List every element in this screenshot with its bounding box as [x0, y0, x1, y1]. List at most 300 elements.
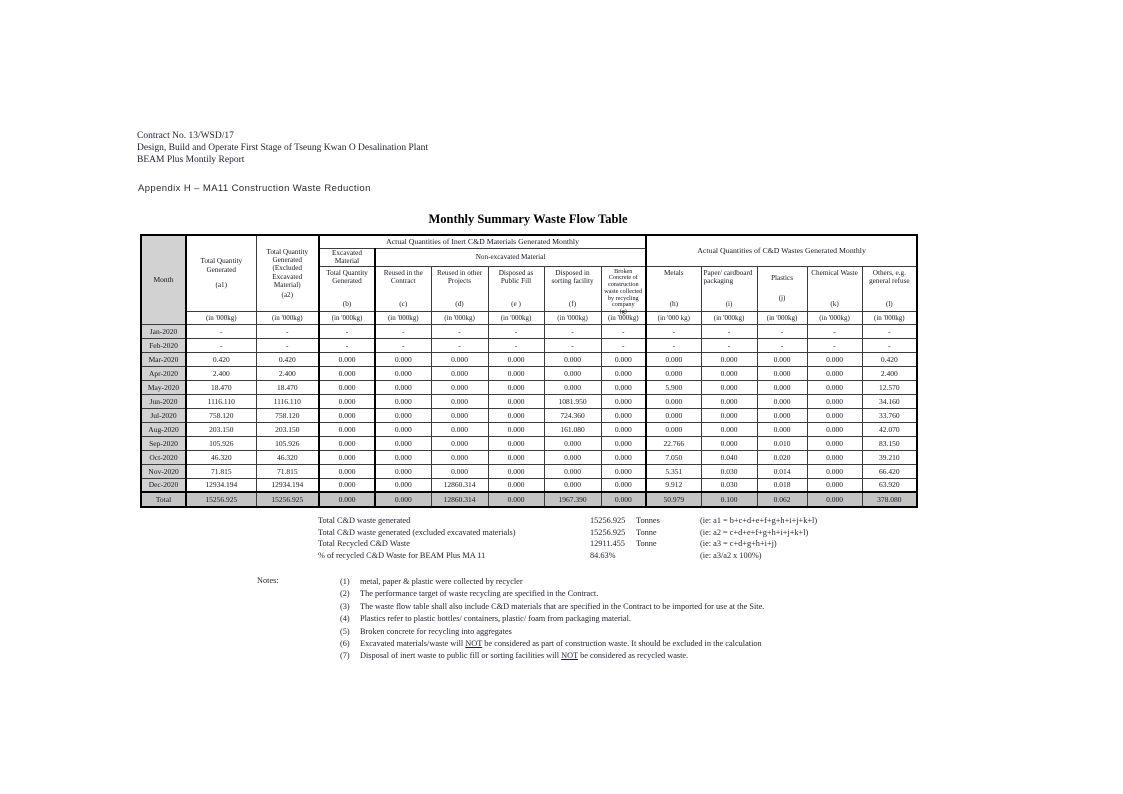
value-cell: 0.000: [807, 436, 862, 450]
col-header-j-code: (j): [778, 294, 786, 303]
value-cell: 0.000: [488, 394, 544, 408]
value-cell: -: [757, 324, 807, 338]
value-cell: 50.979: [646, 492, 701, 507]
table-row: [141, 394, 917, 408]
value-cell: -: [375, 324, 431, 338]
value-cell: -: [186, 324, 256, 338]
value-cell: 0.000: [601, 366, 646, 380]
value-cell: 0.000: [701, 380, 757, 394]
value-cell: 0.000: [601, 478, 646, 492]
value-cell: 0.000: [319, 394, 375, 408]
value-cell: 0.000: [544, 464, 601, 478]
value-cell: 0.000: [807, 478, 862, 492]
col-header-b-code: (b): [342, 300, 352, 309]
value-cell: 0.000: [375, 450, 431, 464]
value-cell: 83.150: [862, 436, 917, 450]
month-cell: Jan-2020: [141, 324, 186, 338]
summary-row: [318, 550, 817, 562]
value-cell: -: [256, 338, 319, 352]
value-cell: 0.000: [375, 366, 431, 380]
value-cell: 0.000: [701, 366, 757, 380]
value-cell: 0.000: [431, 380, 488, 394]
value-cell: 46.320: [186, 450, 256, 464]
value-cell: 161.080: [544, 422, 601, 436]
value-cell: 0.000: [757, 422, 807, 436]
table-row: [141, 380, 917, 394]
col-header-i-code: (i): [725, 300, 733, 309]
value-cell: -: [319, 324, 375, 338]
note-item: [340, 638, 764, 650]
value-cell: 7.050: [646, 450, 701, 464]
value-cell: 0.010: [757, 436, 807, 450]
col-header-e: [488, 266, 544, 311]
value-cell: 724.360: [544, 408, 601, 422]
total-label-cell: Total: [141, 492, 186, 507]
table-row: [141, 450, 917, 464]
note-number: (1): [340, 577, 350, 586]
summary-row: [318, 527, 817, 539]
note-text: Disposal of inert waste to public fill or sorting facilities will NOT be considered as recycled waste.: [360, 651, 689, 661]
value-cell: 0.000: [646, 422, 701, 436]
value-cell: 0.000: [601, 464, 646, 478]
summary-value: 12911.455: [590, 539, 625, 549]
table-body: [141, 324, 917, 507]
col-header-j: [757, 266, 807, 311]
value-cell: 0.000: [375, 422, 431, 436]
col-header-e-title: Disposed as Public Fill: [498, 268, 534, 285]
appendix-heading: Appendix H – MA11 Construction Waste Reduction: [138, 183, 371, 194]
value-cell: 71.815: [186, 464, 256, 478]
value-cell: 0.000: [319, 352, 375, 366]
value-cell: 0.000: [807, 464, 862, 478]
value-cell: 0.000: [701, 394, 757, 408]
excavated-material-header: Excavated Material: [319, 248, 375, 266]
value-cell: -: [319, 338, 375, 352]
cd-waste-group-header: Actual Quantities of C&D Wastes Generated Monthly: [646, 235, 917, 266]
col-header-c-code: (c): [399, 300, 408, 309]
value-cell: 0.000: [319, 450, 375, 464]
value-cell: 12934.194: [256, 478, 319, 492]
value-cell: 0.000: [375, 464, 431, 478]
value-cell: 18.470: [186, 380, 256, 394]
value-cell: 12.570: [862, 380, 917, 394]
summary-label: Total Recycled C&D Waste: [318, 539, 410, 549]
summary-row: [318, 538, 817, 550]
summary-formula: (ie: a3 = c+d+g+h+i+j): [700, 539, 777, 549]
value-cell: -: [862, 338, 917, 352]
table-row: [141, 338, 917, 352]
note-number: (5): [340, 626, 350, 636]
col-header-g-title: Broken Concrete of construction waste collected by recycling company: [604, 267, 643, 309]
unit-cell-e: (in '000kg): [488, 311, 544, 324]
note-number: (4): [340, 614, 350, 624]
table-row: [141, 436, 917, 450]
table-row: [141, 324, 917, 338]
note-item: [340, 601, 764, 613]
value-cell: 203.150: [256, 422, 319, 436]
col-header-h-code: (h): [669, 300, 678, 309]
contract-number-line: Contract No. 13/WSD/17: [137, 131, 234, 141]
unit-cell-d: (in '000kg): [431, 311, 488, 324]
value-cell: 0.000: [319, 422, 375, 436]
value-cell: 9.912: [646, 478, 701, 492]
value-cell: 0.000: [601, 394, 646, 408]
summary-label: Total C&D waste generated (excluded excavated materials): [318, 527, 516, 537]
value-cell: 1967.390: [544, 492, 601, 507]
note-item: [340, 613, 764, 625]
value-cell: 0.000: [431, 436, 488, 450]
value-cell: 0.000: [431, 394, 488, 408]
col-header-h-title: Metals: [664, 268, 684, 277]
value-cell: 378.080: [862, 492, 917, 507]
summary-unit: Tonne: [636, 527, 657, 537]
notes-list: [340, 576, 764, 663]
col-header-c: [375, 266, 431, 311]
summary-unit: Tonnes: [636, 516, 660, 525]
summary-value: 15256.925: [590, 516, 626, 525]
value-cell: 0.420: [862, 352, 917, 366]
table-row: [141, 366, 917, 380]
value-cell: 0.000: [757, 394, 807, 408]
value-cell: 0.000: [431, 366, 488, 380]
value-cell: 12860.314: [431, 492, 488, 507]
value-cell: 0.000: [646, 408, 701, 422]
value-cell: -: [488, 338, 544, 352]
value-cell: 0.000: [807, 366, 862, 380]
value-cell: 0.000: [431, 352, 488, 366]
value-cell: 46.320: [256, 450, 319, 464]
col-header-a1: [186, 235, 256, 311]
value-cell: 0.000: [807, 352, 862, 366]
value-cell: 0.000: [544, 436, 601, 450]
value-cell: 0.014: [757, 464, 807, 478]
value-cell: 0.000: [701, 436, 757, 450]
summary-value: 84.63%: [590, 550, 616, 560]
col-header-c-title: Reused in the Contract: [383, 268, 423, 285]
value-cell: 0.000: [601, 408, 646, 422]
col-header-e-code: (e ): [511, 300, 521, 309]
table-row: [141, 422, 917, 436]
unit-cell-a2: (in '000kg): [256, 311, 319, 324]
value-cell: -: [375, 338, 431, 352]
month-cell: Aug-2020: [141, 422, 186, 436]
value-cell: 0.000: [375, 436, 431, 450]
col-header-a2-title: Total Quantity Generated (Excluded Excavated Material): [266, 247, 309, 290]
value-cell: 0.000: [488, 436, 544, 450]
value-cell: 0.000: [544, 478, 601, 492]
value-cell: 0.000: [488, 422, 544, 436]
value-cell: 0.000: [807, 408, 862, 422]
note-text: Excavated materials/waste will NOT be considered as part of construction waste. It should be excluded in the calculation: [360, 638, 762, 648]
value-cell: -: [807, 338, 862, 352]
value-cell: 0.000: [319, 478, 375, 492]
value-cell: 105.926: [186, 436, 256, 450]
value-cell: 0.000: [488, 450, 544, 464]
value-cell: 0.000: [601, 450, 646, 464]
value-cell: 0.000: [488, 366, 544, 380]
col-header-k-title: Chemical Waste: [811, 268, 858, 277]
month-cell: Mar-2020: [141, 352, 186, 366]
value-cell: -: [431, 324, 488, 338]
note-number: (6): [340, 638, 350, 648]
value-cell: 0.040: [701, 450, 757, 464]
value-cell: 0.000: [807, 450, 862, 464]
summary-formula: (ie: a1 = b+c+d+e+f+g+h+i+j+k+l): [700, 516, 818, 525]
month-cell: Dec-2020: [141, 478, 186, 492]
value-cell: 0.000: [757, 352, 807, 366]
summary-label: % of recycled C&D Waste for BEAM Plus MA 11: [318, 550, 486, 560]
unit-cell-k: (in '000kg): [807, 311, 862, 324]
value-cell: 203.150: [186, 422, 256, 436]
value-cell: 0.000: [544, 366, 601, 380]
table-row: [141, 408, 917, 422]
value-cell: -: [601, 338, 646, 352]
value-cell: -: [862, 324, 917, 338]
col-header-a1-title: Total Quantity Generated: [200, 257, 243, 274]
value-cell: 105.926: [256, 436, 319, 450]
notes-label: Notes:: [257, 576, 279, 585]
value-cell: 0.000: [544, 380, 601, 394]
value-cell: 0.000: [488, 380, 544, 394]
value-cell: -: [807, 324, 862, 338]
value-cell: 1081.950: [544, 394, 601, 408]
value-cell: 0.000: [375, 478, 431, 492]
col-header-f: [544, 266, 601, 311]
col-header-f-title: Disposed in sorting facility: [551, 268, 594, 285]
value-cell: -: [186, 338, 256, 352]
summary-value: 15256.925: [590, 527, 626, 537]
value-cell: 0.420: [186, 352, 256, 366]
col-header-i: [701, 266, 757, 311]
value-cell: 0.000: [544, 352, 601, 366]
note-text: The waste flow table shall also include C&D materials that are specified in the Contract to be imported for use at the Site.: [360, 601, 765, 611]
note-text: metal, paper & plastic were collected by recycler: [360, 577, 523, 586]
col-header-d-title: Reused in other Projects: [436, 268, 483, 285]
value-cell: 0.062: [757, 492, 807, 507]
value-cell: -: [256, 324, 319, 338]
col-header-l-title: Others, e.g. general refuse: [869, 268, 910, 285]
month-cell: Jul-2020: [141, 408, 186, 422]
table-row: [141, 464, 917, 478]
value-cell: -: [431, 338, 488, 352]
value-cell: 758.120: [186, 408, 256, 422]
note-text: Broken concrete for recycling into aggregates: [360, 626, 512, 636]
report-title-line: BEAM Plus Montily Report: [137, 155, 245, 165]
summary-formula: (ie: a2 = c+d+e+f+g+h+i+j+k+l): [700, 527, 809, 537]
value-cell: 0.000: [807, 380, 862, 394]
summary-unit: [636, 550, 700, 562]
value-cell: 5.900: [646, 380, 701, 394]
value-cell: 0.000: [375, 394, 431, 408]
note-text: Plastics refer to plastic bottles/ containers, plastic/ foam from packaging material.: [360, 614, 631, 624]
unit-cell-i: (in '000kg): [701, 311, 757, 324]
value-cell: 0.000: [375, 380, 431, 394]
month-cell: Feb-2020: [141, 338, 186, 352]
col-header-b: [319, 266, 375, 311]
value-cell: 0.000: [646, 366, 701, 380]
value-cell: 0.030: [701, 464, 757, 478]
value-cell: 0.000: [807, 492, 862, 507]
value-cell: -: [701, 338, 757, 352]
value-cell: 33.760: [862, 408, 917, 422]
value-cell: -: [701, 324, 757, 338]
value-cell: 15256.925: [256, 492, 319, 507]
value-cell: 63.920: [862, 478, 917, 492]
value-cell: 0.000: [319, 408, 375, 422]
value-cell: 2.400: [186, 366, 256, 380]
value-cell: 0.000: [488, 478, 544, 492]
unit-cell-f: (in '000kg): [544, 311, 601, 324]
value-cell: 34.160: [862, 394, 917, 408]
col-header-i-title: Paper/ cardboard packaging: [703, 268, 753, 285]
summary-formula: (ie: a3/a2 x 100%): [700, 550, 762, 560]
month-cell: Jun-2020: [141, 394, 186, 408]
month-cell: Nov-2020: [141, 464, 186, 478]
col-header-a1-code: (a1): [215, 280, 228, 289]
col-header-h: [646, 266, 701, 311]
col-header-g: [601, 266, 646, 316]
value-cell: 0.000: [488, 408, 544, 422]
value-cell: 0.020: [757, 450, 807, 464]
value-cell: 5.351: [646, 464, 701, 478]
value-cell: 0.000: [601, 352, 646, 366]
totals-summary: [318, 515, 817, 561]
summary-row: [318, 515, 817, 527]
value-cell: 0.000: [601, 492, 646, 507]
unit-cell-c: (in '000kg): [375, 311, 431, 324]
value-cell: 0.000: [319, 380, 375, 394]
project-title-line: Design, Build and Operate First Stage of Tseung Kwan O Desalination Plant: [137, 143, 428, 153]
col-header-k-code: (k): [830, 300, 839, 309]
month-cell: May-2020: [141, 380, 186, 394]
value-cell: 0.000: [701, 422, 757, 436]
value-cell: 0.000: [601, 380, 646, 394]
value-cell: 0.000: [375, 352, 431, 366]
unit-cell-j: (in '000kg): [757, 311, 807, 324]
value-cell: 1116.110: [256, 394, 319, 408]
value-cell: 0.030: [701, 478, 757, 492]
unit-cell-b: (in '000kg): [319, 311, 375, 324]
value-cell: 66.420: [862, 464, 917, 478]
value-cell: 0.000: [431, 408, 488, 422]
value-cell: 0.000: [601, 436, 646, 450]
note-number: (2): [340, 589, 350, 599]
unit-cell-h: (in '000 kg): [646, 311, 701, 324]
value-cell: -: [601, 324, 646, 338]
value-cell: -: [544, 338, 601, 352]
value-cell: 0.000: [488, 464, 544, 478]
col-header-d-code: (d): [455, 300, 464, 309]
value-cell: 0.000: [431, 464, 488, 478]
value-cell: 12934.194: [186, 478, 256, 492]
note-item: [340, 588, 764, 600]
value-cell: 71.815: [256, 464, 319, 478]
value-cell: 39.210: [862, 450, 917, 464]
note-number: (7): [340, 651, 350, 661]
month-cell: Apr-2020: [141, 366, 186, 380]
note-item: [340, 576, 764, 588]
value-cell: 2.400: [862, 366, 917, 380]
value-cell: 0.000: [646, 352, 701, 366]
value-cell: 0.000: [375, 408, 431, 422]
col-header-l: [862, 266, 917, 311]
value-cell: 15256.925: [186, 492, 256, 507]
col-header-j-title: Plastics: [771, 274, 794, 283]
value-cell: 12860.314: [431, 478, 488, 492]
value-cell: 0.000: [601, 422, 646, 436]
month-cell: Oct-2020: [141, 450, 186, 464]
month-column-header: Month: [141, 235, 186, 324]
value-cell: 0.000: [757, 366, 807, 380]
value-cell: -: [646, 324, 701, 338]
month-cell: Sep-2020: [141, 436, 186, 450]
value-cell: 42.070: [862, 422, 917, 436]
col-header-b-title: Total Quantity Generated: [326, 268, 368, 285]
value-cell: 0.000: [757, 408, 807, 422]
value-cell: -: [646, 338, 701, 352]
value-cell: 0.000: [807, 422, 862, 436]
table-title: Monthly Summary Waste Flow Table: [428, 212, 628, 226]
value-cell: 0.000: [431, 450, 488, 464]
value-cell: 0.100: [701, 492, 757, 507]
document-header: [137, 130, 428, 166]
col-header-d: [431, 266, 488, 311]
value-cell: 758.120: [256, 408, 319, 422]
unit-cell-g: (in '000kg): [601, 311, 646, 324]
value-cell: 0.000: [757, 380, 807, 394]
value-cell: 0.000: [488, 352, 544, 366]
unit-cell-l: (in '000kg): [862, 311, 917, 324]
value-cell: 0.000: [544, 450, 601, 464]
value-cell: 0.018: [757, 478, 807, 492]
non-excavated-material-header: Non-excavated Material: [375, 248, 646, 266]
value-cell: 0.420: [256, 352, 319, 366]
value-cell: 0.000: [701, 408, 757, 422]
value-cell: 0.000: [319, 464, 375, 478]
note-text: The performance target of waste recycling are specified in the Contract.: [360, 589, 599, 599]
summary-unit: Tonne: [636, 539, 657, 549]
col-header-g-code: (g): [619, 308, 627, 316]
value-cell: 0.000: [319, 436, 375, 450]
col-header-k: [807, 266, 862, 311]
value-cell: 0.000: [646, 394, 701, 408]
value-cell: 0.000: [701, 352, 757, 366]
value-cell: 22.766: [646, 436, 701, 450]
value-cell: 0.000: [488, 492, 544, 507]
table-row: [141, 352, 917, 366]
col-header-f-code: (f): [568, 300, 577, 309]
total-row: [141, 492, 917, 507]
note-item: [340, 650, 764, 662]
note-item: [340, 626, 764, 638]
value-cell: 0.000: [807, 394, 862, 408]
value-cell: 0.000: [375, 492, 431, 507]
col-header-l-code: (l): [885, 300, 893, 309]
col-header-a2-code: (a2): [281, 290, 294, 299]
summary-label: Total C&D waste generated: [318, 516, 411, 525]
value-cell: 0.000: [319, 366, 375, 380]
value-cell: -: [757, 338, 807, 352]
inert-group-header: Actual Quantities of Inert C&D Materials Generated Monthly: [319, 235, 646, 248]
value-cell: -: [488, 324, 544, 338]
col-header-a2: [256, 235, 319, 311]
value-cell: 0.000: [431, 422, 488, 436]
table-row: [141, 478, 917, 492]
value-cell: 1116.110: [186, 394, 256, 408]
waste-flow-table: [140, 234, 918, 508]
note-number: (3): [340, 601, 350, 611]
unit-cell-a1: (in '000kg): [186, 311, 256, 324]
